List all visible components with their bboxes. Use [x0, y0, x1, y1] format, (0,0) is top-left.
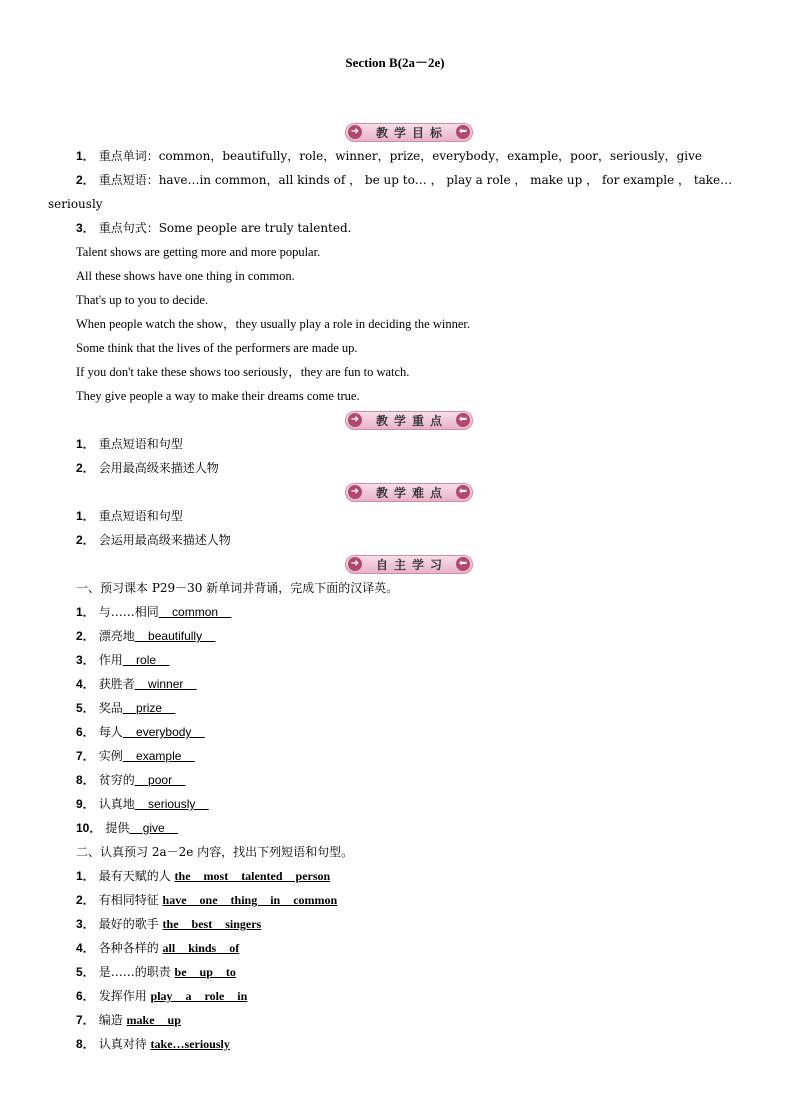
objective-item-2: 2． 重点短语：have…in common，all kinds of ， be up to… ， play a role ， make up ， for example ， take…	[76, 173, 733, 187]
part2-heading: 二、认真预习 2a－2e 内容，找出下列短语和句型。	[76, 845, 354, 859]
sentence-pattern: All these shows have one thing in common.	[76, 269, 295, 283]
answer-blank: example	[136, 749, 182, 763]
arrow-left-icon: ⬅	[456, 485, 470, 499]
answer-blank: beautifully	[148, 629, 203, 643]
arrow-right-icon: ➜	[348, 413, 362, 427]
answer-blank: take…seriously	[150, 1037, 230, 1051]
key-point-item: 2． 会用最高级来描述人物	[76, 461, 219, 475]
phrase-item: 4． 各种各样的 all kinds of	[76, 941, 240, 955]
vocab-item: 1． 与……相同 common	[76, 605, 219, 619]
answer-blank: be up to	[174, 965, 236, 979]
vocab-item: 10． 提供 give	[76, 821, 165, 835]
difficulty-item: 1． 重点短语和句型	[76, 509, 183, 523]
section-badge-objectives: ➜ 教学目标 ⬅	[345, 123, 473, 142]
phrase-item: 5． 是……的职责 be up to	[76, 965, 236, 979]
part1-heading: 一、预习课本 P29－30 新单词并背诵，完成下面的汉译英。	[76, 581, 399, 595]
sentence-pattern: That's up to you to decide.	[76, 293, 209, 307]
answer-blank: give	[142, 821, 165, 835]
objective-item-2-continued: seriously	[48, 197, 103, 211]
arrow-left-icon: ⬅	[456, 413, 470, 427]
answer-blank: poor	[148, 773, 173, 787]
answer-blank: winner	[148, 677, 184, 691]
answer-blank: common	[172, 605, 219, 619]
vocab-item: 3． 作用 role	[76, 653, 157, 667]
vocab-item: 2． 漂亮地 beautifully	[76, 629, 203, 643]
sentence-pattern: Talent shows are getting more and more popular.	[76, 245, 321, 259]
answer-blank: the best singers	[162, 917, 262, 931]
section-badge-self-study: ➜ 自主学习 ⬅	[345, 555, 473, 574]
objective-item-3: 3． 重点句式：Some people are truly talented.	[76, 221, 352, 235]
arrow-left-icon: ⬅	[456, 125, 470, 139]
answer-blank: the most talented person	[174, 869, 331, 883]
answer-blank: prize	[136, 701, 163, 715]
arrow-left-icon: ⬅	[456, 557, 470, 571]
phrase-item: 2． 有相同特征 have one thing in common	[76, 893, 338, 907]
page-title: Section B(2a－2e)	[345, 55, 445, 70]
key-point-item: 1． 重点短语和句型	[76, 437, 183, 451]
answer-blank: role	[136, 653, 157, 667]
sentence-pattern: When people watch the show，they usually play a role in deciding the winner.	[76, 317, 470, 331]
phrase-item: 6． 发挥作用 play a role in	[76, 989, 248, 1003]
section-badge-key-points: ➜ 教学重点 ⬅	[345, 411, 473, 430]
answer-blank: have one thing in common	[162, 893, 338, 907]
phrase-item: 8． 认真对待 take…seriously	[76, 1037, 230, 1051]
answer-blank: all kinds of	[162, 941, 240, 955]
difficulty-item: 2． 会运用最高级来描述人物	[76, 533, 231, 547]
sentence-pattern: They give people a way to make their dreams come true.	[76, 389, 360, 403]
vocab-item: 8． 贫穷的 poor	[76, 773, 173, 787]
sentence-pattern: Some think that the lives of the performers are made up.	[76, 341, 358, 355]
phrase-item: 3． 最好的歌手 the best singers	[76, 917, 262, 931]
phrase-item: 7． 编造 make up	[76, 1013, 181, 1027]
vocab-item: 4． 获胜者 winner	[76, 677, 184, 691]
objective-item-1: 1． 重点单词：common，beautifully，role，winner，prize，everybody，example，poor，seriously，give	[76, 149, 702, 163]
phrase-item: 1． 最有天赋的人 the most talented person	[76, 869, 331, 883]
arrow-right-icon: ➜	[348, 125, 362, 139]
answer-blank: seriously	[148, 797, 196, 811]
answer-blank: make up	[126, 1013, 181, 1027]
vocab-item: 7． 实例 example	[76, 749, 182, 763]
vocab-item: 5． 奖品 prize	[76, 701, 163, 715]
answer-blank: everybody	[136, 725, 192, 739]
vocab-item: 9． 认真地 seriously	[76, 797, 196, 811]
arrow-right-icon: ➜	[348, 485, 362, 499]
vocab-item: 6． 每人 everybody	[76, 725, 192, 739]
section-badge-difficulties: ➜ 教学难点 ⬅	[345, 483, 473, 502]
answer-blank: play a role in	[150, 989, 248, 1003]
arrow-right-icon: ➜	[348, 557, 362, 571]
sentence-pattern: If you don't take these shows too seriously，they are fun to watch.	[76, 365, 410, 379]
